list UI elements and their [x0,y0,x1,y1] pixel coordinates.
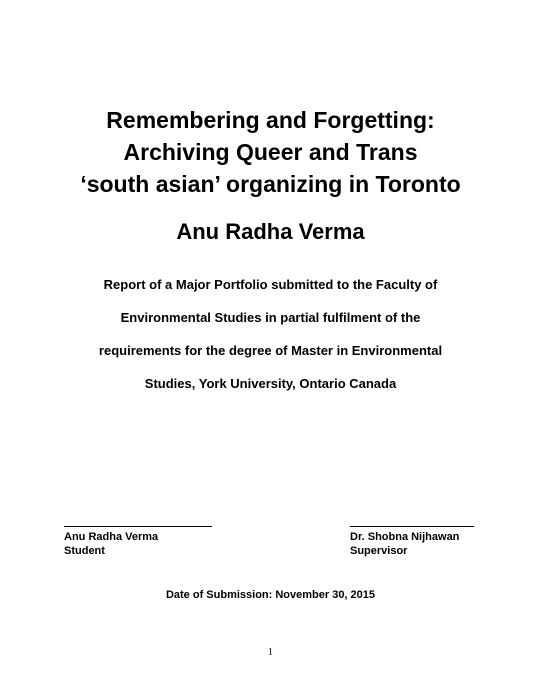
signature-line [350,518,474,527]
description-line: Environmental Studies in partial fulfilment of the [120,310,421,325]
report-description [0,274,541,406]
page-number: 1 [268,647,273,658]
supervisor-name: Dr. Shobna Nijhawan [350,531,460,543]
supervisor-role: Supervisor [350,545,408,557]
supervisor-signature-block [350,518,474,558]
title-line: Remembering and Forgetting: [106,107,435,133]
student-signature-block [64,518,212,558]
student-name: Anu Radha Verma [64,531,159,543]
student-role: Student [64,545,105,557]
title-line: Archiving Queer and Trans [123,139,418,165]
author-name: Anu Radha Verma [176,219,365,244]
description-line: requirements for the degree of Master in Environmental [98,343,443,358]
description-line: Report of a Major Portfolio submitted to the Faculty of [103,277,438,292]
description-line: Studies, York University, Ontario Canada [144,376,397,391]
title-line: ‘south asian’ organizing in Toronto [80,171,461,197]
submission-date: Date of Submission: November 30, 2015 [165,589,376,601]
signature-line [64,518,212,527]
report-title [0,104,541,200]
